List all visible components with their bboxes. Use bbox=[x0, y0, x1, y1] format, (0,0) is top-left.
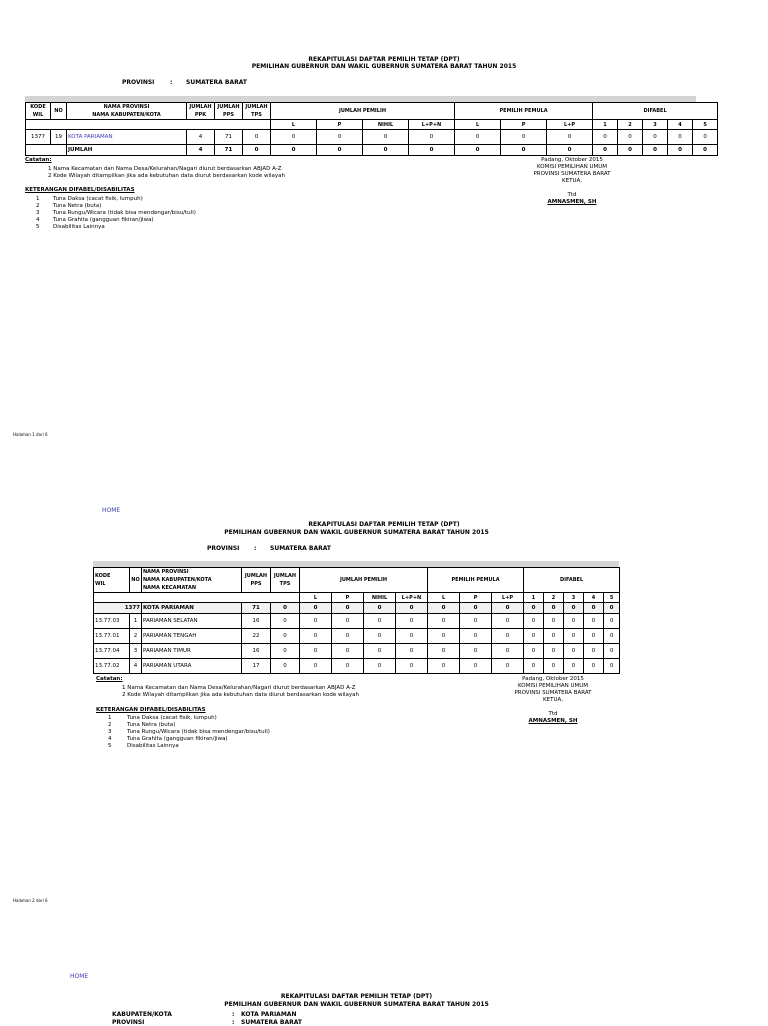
table-header-row bbox=[26, 103, 718, 120]
note-1: 1 Nama Kecamatan dan Nama Desa/Kelurahan/Nagari diurut berdasarkan ABJAD A-Z bbox=[48, 166, 282, 172]
provinsi-value: SUMATERA BARAT bbox=[270, 545, 331, 552]
list-item: 2 Tuna Netra (buta) bbox=[36, 203, 102, 209]
provinsi-value: SUMATERA BARAT bbox=[186, 79, 247, 86]
list-item: 2 Tuna Netra (buta) bbox=[108, 722, 176, 728]
kabkota-label: KABUPATEN/KOTA bbox=[112, 1011, 172, 1018]
list-item: 4 Tuna Grahita (gangguan fikiran/jiwa) bbox=[108, 736, 228, 742]
col-no: NO bbox=[51, 103, 67, 120]
catatan-label: Catatan: bbox=[25, 157, 52, 163]
table-row: 13.77.02 4 PARIAMAN UTARA 17 0 0 0 0 0 0 0 0 0 0 0 0 0 bbox=[94, 659, 620, 674]
table-row: 13.77.03 1 PARIAMAN SELATAN 16 0 0 0 0 0 0 0 0 0 0 0 0 0 bbox=[94, 614, 620, 629]
table-row: 13.77.04 3 PARIAMAN TIMUR 16 0 0 0 0 0 0 0 0 0 0 0 0 0 bbox=[94, 644, 620, 659]
page-footer: Halaman 2 dari 6 bbox=[13, 898, 48, 903]
col-kode: KODE WIL bbox=[26, 103, 51, 120]
table-subheader-row: L P NIHIL L+P+N L P L+P 1 2 3 4 5 bbox=[26, 120, 718, 130]
col-pps: JUMLAH PPS bbox=[215, 103, 243, 120]
col-pemilih-pemula: PEMILIH PEMULA bbox=[455, 103, 593, 120]
rekap-table-1 bbox=[25, 102, 718, 156]
report-subtitle: PEMILIHAN GUBERNUR DAN WAKIL GUBERNUR SUMATERA BARAT TAHUN 2015 bbox=[224, 529, 489, 536]
provinsi-label: PROVINSI bbox=[112, 1019, 145, 1026]
signature-block: Padang, Oktober 2015 KOMISI PEMILIHAN UMUM PROVINSI SUMATERA BARAT KETUA, Ttd AMNASMEN, SH bbox=[512, 157, 632, 206]
table-total-row: JUMLAH 4 71 0 0 0 0 0 0 0 0 0 0 0 0 0 bbox=[26, 145, 718, 156]
keterangan-label: KETERANGAN DIFABEL/DISABILITAS bbox=[96, 707, 206, 713]
col-tps: JUMLAH TPS bbox=[243, 103, 271, 120]
home-link[interactable]: HOME bbox=[102, 507, 121, 514]
report-title: REKAPITULASI DAFTAR PEMILIH TETAP (DPT) bbox=[280, 993, 433, 1000]
table-subheader-row: L P NIHIL L+P+N L P L+P 1 2 3 4 5 bbox=[94, 593, 620, 603]
home-link[interactable]: HOME bbox=[70, 973, 89, 980]
list-item: 3 Tuna Rungu/Wicara (tidak bisa mendengar/bisu/tuli) bbox=[108, 729, 270, 735]
list-item: 5 Disabilitas Lainnya bbox=[36, 224, 105, 230]
provinsi-colon: : bbox=[232, 1019, 235, 1026]
provinsi-label: PROVINSI bbox=[207, 545, 240, 552]
rekap-table-2 bbox=[93, 567, 620, 674]
col-nama: NAMA PROVINSI NAMA KABUPATEN/KOTA bbox=[67, 103, 187, 120]
note-2: 2 Kode Wilayah ditampilkan jika ada kebutuhan data diurut berdasarkan kode wilayah bbox=[122, 692, 360, 698]
col-ppk: JUMLAH PPK bbox=[187, 103, 215, 120]
col-jumlah-pemilih: JUMLAH PEMILIH bbox=[271, 103, 455, 120]
signatory-name: AMNASMEN, SH bbox=[547, 199, 597, 205]
kabkota-colon: : bbox=[232, 1011, 235, 1018]
provinsi-colon: : bbox=[170, 79, 173, 86]
table-row: 13.77.01 2 PARIAMAN TENGAH 22 0 0 0 0 0 0 0 0 0 0 0 0 0 bbox=[94, 629, 620, 644]
list-item: 1 Tuna Daksa (cacat fisik, lumpuh) bbox=[36, 196, 143, 202]
report-subtitle: PEMILIHAN GUBERNUR DAN WAKIL GUBERNUR SUMATERA BARAT TAHUN 2015 bbox=[251, 63, 517, 70]
list-item: 5 Disabilitas Lainnya bbox=[108, 743, 179, 749]
list-item: 4 Tuna Grahita (gangguan fikiran/jiwa) bbox=[36, 217, 154, 223]
kabkota-value: KOTA PARIAMAN bbox=[241, 1011, 297, 1018]
provinsi-value: SUMATERA BARAT bbox=[241, 1019, 302, 1026]
list-item: 3 Tuna Rungu/Wicara (tidak bisa mendengar/bisu/tuli) bbox=[36, 210, 196, 216]
list-item: 1 Tuna Daksa (cacat fisik, lumpuh) bbox=[108, 715, 217, 721]
note-2: 2 Kode Wilayah ditampilkan jika ada kebutuhan data diurut berdasarkan kode wilayah bbox=[48, 173, 286, 179]
report-title: REKAPITULASI DAFTAR PEMILIH TETAP (DPT) bbox=[308, 56, 460, 63]
catatan-label: Catatan: bbox=[96, 676, 123, 682]
provinsi-label: PROVINSI bbox=[122, 79, 155, 86]
keterangan-label: KETERANGAN DIFABEL/DISABILITAS bbox=[25, 187, 135, 193]
table-row: 1377 19 KOTA PARIAMAN 4 71 0 0 0 0 0 0 0 0 0 0 0 0 0 bbox=[26, 130, 718, 145]
report-title: REKAPITULASI DAFTAR PEMILIH TETAP (DPT) bbox=[308, 521, 460, 528]
difabel-list bbox=[108, 715, 270, 750]
table-header-row: KODE WIL NO NAMA PROVINSI NAMA KABUPATEN/KOTA NAMA KECAMATAN JUMLAH PPS JUMLAH TPS JUMLAH PEMILIH PEMILIH PEMULA DIFABEL bbox=[94, 568, 620, 593]
kota-pariaman-link[interactable]: KOTA PARIAMAN bbox=[67, 130, 187, 145]
page-footer: Halaman 1 dari 6 bbox=[13, 432, 48, 437]
signatory-name: AMNASMEN, SH bbox=[528, 718, 578, 724]
note-1: 1 Nama Kecamatan dan Nama Desa/Kelurahan/Nagari diurut berdasarkan ABJAD A-Z bbox=[122, 685, 356, 691]
report-subtitle: PEMILIHAN GUBERNUR DAN WAKIL GUBERNUR SUMATERA BARAT TAHUN 2015 bbox=[224, 1001, 489, 1008]
col-difabel: DIFABEL bbox=[593, 103, 718, 120]
table-summary-row: 1377 KOTA PARIAMAN 71 0 0 0 0 0 0 0 0 0 0 0 0 0 bbox=[94, 603, 620, 614]
signature-block: Padang, Oktober 2015 KOMISI PEMILIHAN UMUM PROVINSI SUMATERA BARAT KETUA, Ttd AMNASMEN, SH bbox=[493, 676, 613, 725]
difabel-list bbox=[36, 196, 196, 231]
provinsi-colon: : bbox=[254, 545, 257, 552]
